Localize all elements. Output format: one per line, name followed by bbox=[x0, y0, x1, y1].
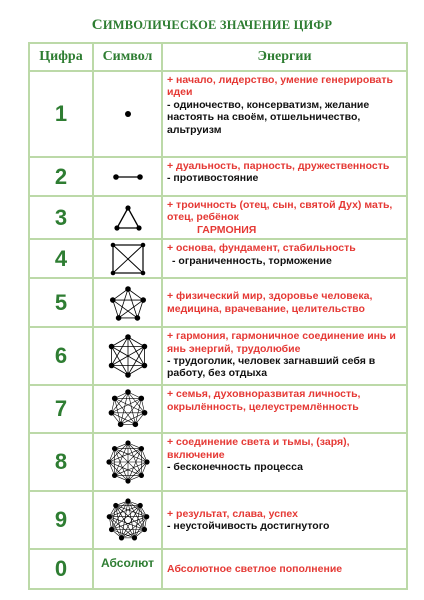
negative-meaning: - ограниченность, торможение bbox=[172, 254, 332, 267]
digit-cell: 1 bbox=[30, 72, 92, 156]
digit-cell: 9 bbox=[30, 492, 92, 548]
positive-meaning: + дуальность, парность, дружественность bbox=[167, 160, 390, 172]
negative-meaning: - трудоголик, человек загнавший себя в работу, без отдыха bbox=[167, 355, 376, 380]
table-row bbox=[30, 197, 406, 238]
pentagram-icon bbox=[104, 281, 152, 325]
header-energy: Энергии bbox=[163, 44, 406, 70]
positive-meaning: + гармония, гармоничное соединение инь и янь энергий, трудолюбие bbox=[167, 330, 396, 355]
digit-cell: 5 bbox=[30, 279, 92, 326]
harmony-label: ГАРМОНИЯ bbox=[197, 223, 257, 236]
complete-heptagon-icon bbox=[104, 387, 152, 431]
symbols-table bbox=[28, 42, 408, 590]
table-row bbox=[30, 386, 406, 432]
page-title: СИМВОЛИЧЕСКОЕ ЗНАЧЕНИЕ ЦИФР bbox=[91, 17, 333, 33]
digit-cell: 7 bbox=[30, 386, 92, 432]
positive-meaning: + семья, духовноразвитая личность, окрылённость, целеустремлённость bbox=[167, 388, 361, 413]
table-row bbox=[30, 279, 406, 326]
table-row bbox=[30, 240, 406, 277]
complete-hexagon-icon bbox=[103, 332, 153, 380]
complete-nonagon-icon bbox=[103, 495, 153, 545]
header-digit: Цифра bbox=[30, 44, 92, 70]
table-row bbox=[30, 492, 406, 548]
table-row bbox=[30, 158, 406, 195]
complete-octagon-icon bbox=[103, 437, 153, 487]
positive-meaning: + основа, фундамент, стабильность bbox=[167, 242, 356, 255]
table-row bbox=[30, 72, 406, 156]
table-row bbox=[30, 434, 406, 490]
digit-cell: 2 bbox=[30, 158, 92, 195]
square-with-diagonals-icon bbox=[104, 241, 152, 277]
dot-icon bbox=[104, 90, 152, 138]
negative-meaning: - противостояние bbox=[167, 172, 259, 185]
table-header-row bbox=[30, 44, 406, 70]
triangle-icon bbox=[104, 200, 152, 236]
header-symbol: Символ bbox=[94, 44, 161, 70]
absolute-label: Абсолют bbox=[101, 556, 154, 571]
negative-meaning: - бесконечность процесса bbox=[167, 461, 303, 474]
positive-meaning: + начало, лидерство, умение генерировать идеи bbox=[167, 74, 393, 99]
positive-meaning: + троичность (отец, сын, святой Дух) мать, отец, ребёнок bbox=[167, 199, 393, 224]
positive-meaning: + результат, слава, успех bbox=[167, 507, 298, 520]
negative-meaning: - неустойчивость достигнутого bbox=[167, 520, 330, 533]
digit-cell: 3 bbox=[30, 197, 92, 238]
digit-cell: 0 bbox=[30, 550, 92, 588]
digit-cell: 6 bbox=[30, 328, 92, 384]
digit-cell: 8 bbox=[30, 434, 92, 490]
positive-meaning: + физический мир, здоровье человека, медицина, врачевание, целительство bbox=[167, 290, 373, 315]
positive-meaning: + соединение света и тьмы, (заря), включение bbox=[167, 436, 350, 461]
table-row bbox=[30, 328, 406, 384]
negative-meaning: - одиночество, консерватизм, желание настоять на своём, отшельничество, альтруизм bbox=[167, 98, 370, 136]
table-row bbox=[30, 550, 406, 588]
line-segment-icon bbox=[104, 162, 152, 192]
digit-cell: 4 bbox=[30, 240, 92, 277]
positive-meaning: Абсолютное светлое пополнение bbox=[167, 563, 343, 576]
